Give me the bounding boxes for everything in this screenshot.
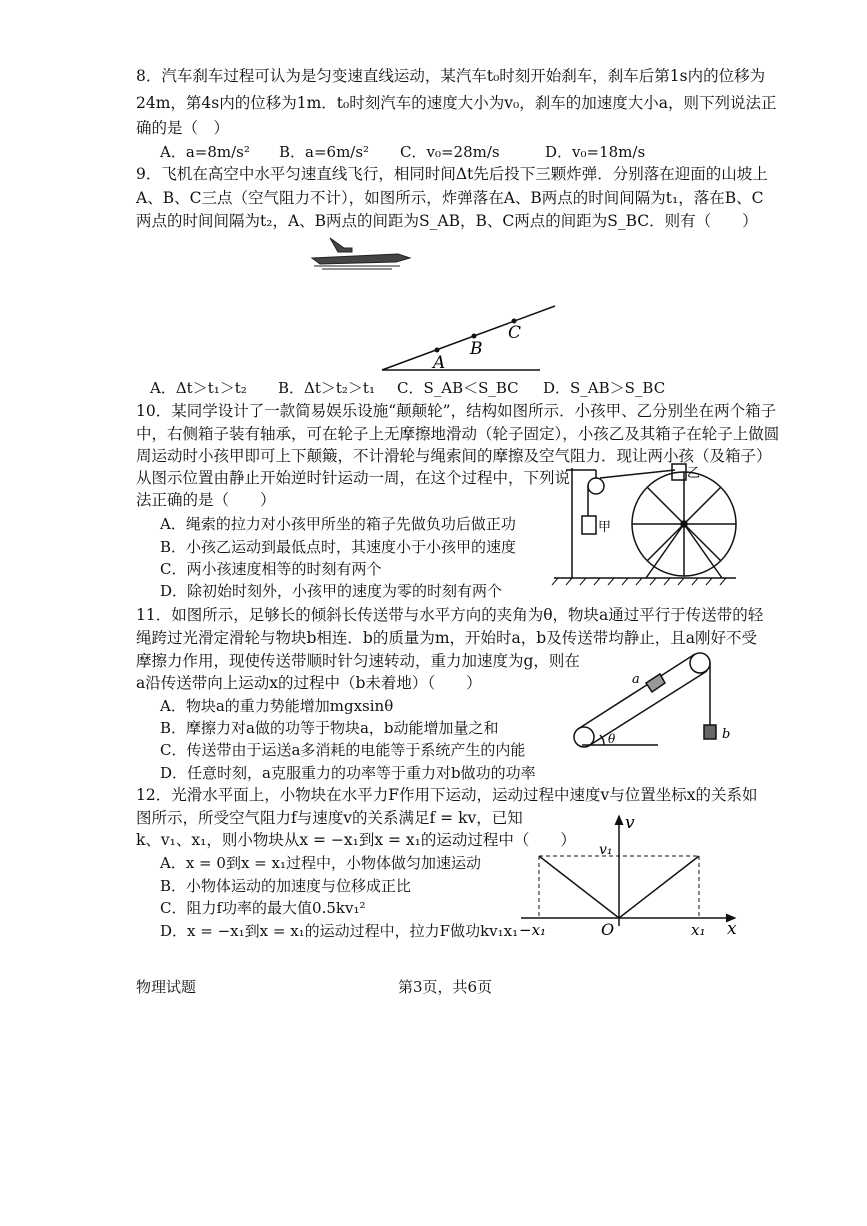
q10-figure [550, 460, 740, 588]
neg-x1-label: −x₁ [519, 921, 547, 939]
belt-top [578, 654, 695, 729]
q11-text-line1: 11．如图所示，足够长的倾斜长传送带与水平方向的夹角为θ，物块a通过平行于传送带的轻 [136, 606, 764, 624]
q12-option-c: C．阻力f功率的最大值0.5kv₁² [160, 899, 366, 917]
block-a [646, 674, 665, 692]
q9-option-a: A．Δt＞t₁＞t₂ [150, 379, 247, 397]
box-jia [582, 516, 596, 534]
q12-option-b: B．小物体运动的加速度与位移成正比 [160, 877, 412, 895]
label-jia: 甲 [598, 520, 612, 535]
point-b-dot [472, 334, 477, 339]
q9-text-line3: 两点的时间间隔为t₂，A、B两点的间距为S_AB，B、C两点的间距为S_BC．则有（ ） [136, 212, 758, 230]
axis-v-label: v [625, 813, 635, 833]
v-x-graph-right [619, 856, 699, 918]
wheel-support-right [684, 524, 722, 578]
q11-option-b: B．摩擦力对a做的功等于物块a，b动能增加量之和 [160, 719, 499, 737]
q8-option-c: C．v₀=28m/s [400, 143, 500, 161]
q9-figure [300, 228, 590, 378]
point-c-label: C [508, 323, 522, 343]
q10-option-b: B．小孩乙运动到最低点时，其速度小于小孩甲的速度 [160, 538, 517, 556]
q10-text-line2: 中，右侧箱子装有轴承，可在轮子上无摩擦地滑动（轮子固定），小孩乙及其箱子在轮子上做圆 [136, 425, 780, 443]
q8-text-line1: 8．汽车刹车过程可认为是匀变速直线运动，某汽车t₀时刻开始刹车，刹车后第1s内的位移为 [136, 67, 766, 85]
q9-option-c: C．S_AB＜S_BC [397, 379, 519, 397]
q9-text-line1: 9．飞机在高空中水平匀速直线飞行，相同时间Δt先后投下三颗炸弹．分别落在迎面的山坡上 [136, 165, 768, 183]
q10-text-line5: 法正确的是（ ） [136, 491, 276, 509]
q11-option-a: A．物块a的重力势能增加mgxsinθ [160, 697, 394, 715]
q12-text-line3: k、v₁、x₁，则小物块从x = −x₁到x = x₁的运动过程中（ ） [136, 831, 576, 849]
q9-option-b: B．Δt＞t₂＞t₁ [278, 379, 375, 397]
q10-option-a: A．绳索的拉力对小孩甲所坐的箱子先做负功后做正功 [160, 515, 516, 533]
q8-option-d: D．v₀=18m/s [545, 143, 646, 161]
q8-option-a: A．a=8m/s² [160, 143, 250, 161]
q9-text-line2: A、B、C三点（空气阻力不计），如图所示，炸弹落在A、B两点的时间间隔为t₁，落在B、C [136, 189, 764, 207]
q8-text-line3: 确的是（ ） [136, 119, 230, 137]
q10-option-c: C．两小孩速度相等的时刻有两个 [160, 560, 382, 578]
label-a: a [632, 672, 640, 687]
footer-subject: 物理试题 [136, 978, 197, 996]
label-yi: 乙 [687, 466, 701, 481]
q12-text-line2: 图所示，所受空气阻力f与速度v的关系满足f = kv，已知 [136, 809, 523, 827]
point-a-label: A [433, 353, 446, 373]
q12-option-d: D．x = −x₁到x = x₁的运动过程中，拉力F做功kv₁x₁ [160, 922, 519, 940]
v-x-graph-left [539, 856, 619, 918]
point-a-dot [435, 348, 440, 353]
q11-option-d: D．任意时刻，a克服重力的功率等于重力对b做功的功率 [160, 764, 536, 782]
q12-figure [515, 808, 745, 944]
q11-text-line4: a沿传送带向上运动x的过程中（b未着地）（ ） [136, 674, 482, 692]
q11-option-c: C．传送带由于运送a多消耗的电能等于系统产生的内能 [160, 741, 526, 759]
q10-text-line4: 从图示位置由静止开始逆时针运动一周，在这个过程中，下列说 [136, 469, 571, 487]
origin-label: O [601, 920, 615, 939]
q10-text-line3: 周运动时小孩甲即可上下颠簸，不计滑轮与绳索间的摩擦及空气阻力．现让两小孩（及箱子） [136, 447, 772, 465]
q11-text-line3: 摩擦力作用，现使传送带顺时针匀速转动，重力加速度为g，则在 [136, 652, 580, 670]
q12-option-a: A．x = 0到x = x₁过程中，小物体做匀加速运动 [160, 854, 481, 872]
v1-label: v₁ [599, 842, 613, 858]
hill-slope [382, 306, 555, 370]
point-b-label: B [470, 339, 483, 359]
block-b [704, 725, 716, 739]
q11-figure [568, 645, 748, 757]
axis-x-label: x [727, 919, 737, 939]
q8-text-line2: 24m，第4s内的位移为1m．t₀时刻汽车的速度大小为v₀，刹车的加速度大小a，则下列说法正 [136, 94, 777, 112]
q12-text-line1: 12．光滑水平面上，小物块在水平力F作用下运动，运动过程中速度v与位置坐标x的关系如 [136, 786, 758, 804]
footer-page-number: 第3页，共6页 [398, 978, 493, 996]
airplane-icon [312, 238, 410, 269]
pulley [588, 478, 604, 494]
q9-option-d: D．S_AB＞S_BC [543, 379, 666, 397]
q8-option-b: B．a=6m/s² [279, 143, 370, 161]
label-b: b [722, 727, 731, 742]
q10-text-line1: 10．某同学设计了一款简易娱乐设施“颠颠轮”，结构如图所示．小孩甲、乙分别坐在两个箱子 [136, 402, 777, 420]
q11-text-line2: 绳跨过光滑定滑轮与物块b相连．b的质量为m，开始时a，b及传送带均静止，且a刚好不受 [136, 629, 757, 647]
wheel-support-left [646, 524, 684, 578]
x1-label: x₁ [691, 921, 706, 939]
label-theta: θ [608, 732, 616, 746]
q10-option-d: D．除初始时刻外，小孩甲的速度为零的时刻有两个 [160, 582, 503, 600]
